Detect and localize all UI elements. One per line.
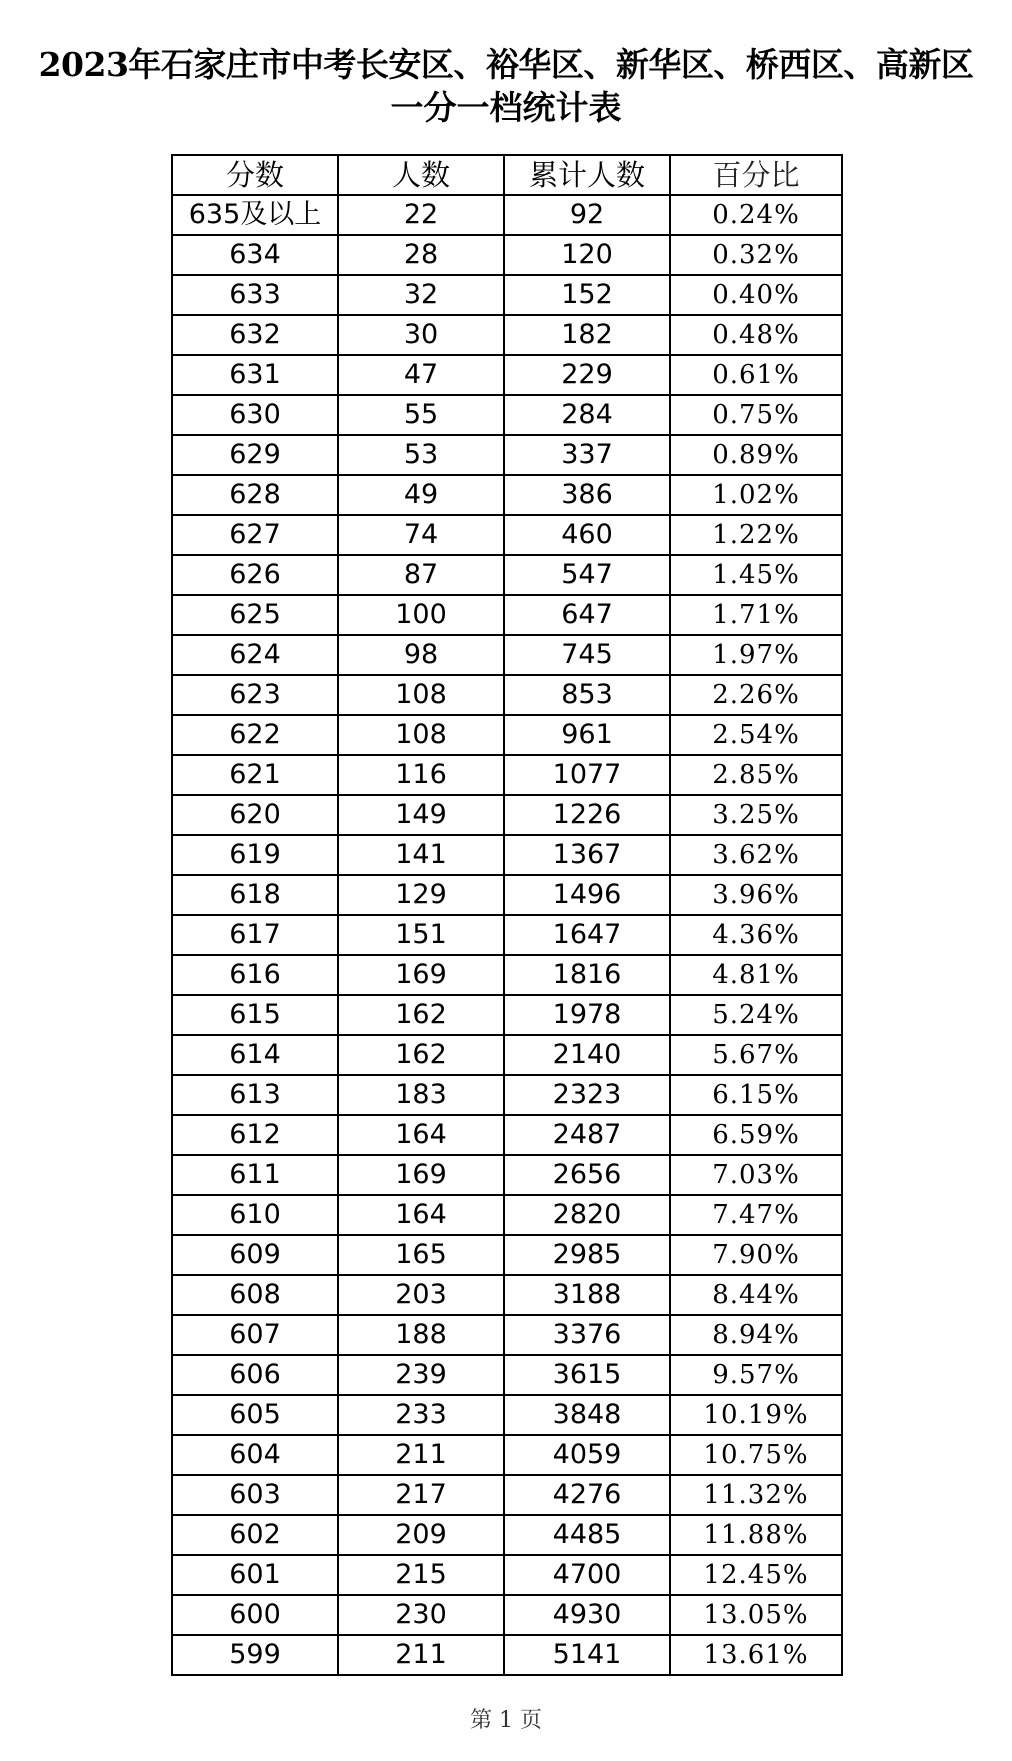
- count-cell: 162: [338, 1035, 504, 1075]
- percentage-cell: 1.97%: [670, 635, 842, 675]
- table-row: [172, 715, 842, 755]
- cumulative-count-cell: 745: [504, 635, 670, 675]
- score-cell: 616: [172, 955, 338, 995]
- table-row: [172, 1515, 842, 1555]
- percentage-cell: 6.59%: [670, 1115, 842, 1155]
- score-cell: 626: [172, 555, 338, 595]
- table-row: [172, 195, 842, 235]
- count-cell: 149: [338, 795, 504, 835]
- table-row: [172, 675, 842, 715]
- cumulative-count-cell: 1647: [504, 915, 670, 955]
- score-cell: 629: [172, 435, 338, 475]
- percentage-cell: 4.36%: [670, 915, 842, 955]
- cumulative-count-cell: 92: [504, 195, 670, 235]
- percentage-cell: 0.40%: [670, 275, 842, 315]
- table-row: [172, 1035, 842, 1075]
- count-cell: 233: [338, 1395, 504, 1435]
- score-cell: 607: [172, 1315, 338, 1355]
- count-cell: 164: [338, 1115, 504, 1155]
- table-row: [172, 1395, 842, 1435]
- percentage-cell: 3.25%: [670, 795, 842, 835]
- count-cell: 169: [338, 955, 504, 995]
- header-cumulative-count: 累计人数: [504, 155, 670, 195]
- header-count: 人数: [338, 155, 504, 195]
- score-cell: 614: [172, 1035, 338, 1075]
- table-row: [172, 1475, 842, 1515]
- table-header-row: [172, 155, 842, 195]
- table-row: [172, 475, 842, 515]
- percentage-cell: 0.48%: [670, 315, 842, 355]
- count-cell: 98: [338, 635, 504, 675]
- document-title-line-1: 2023年石家庄市中考长安区、裕华区、新华区、桥西区、高新区: [38, 45, 974, 84]
- cumulative-count-cell: 647: [504, 595, 670, 635]
- cumulative-count-cell: 2323: [504, 1075, 670, 1115]
- count-cell: 188: [338, 1315, 504, 1355]
- cumulative-count-cell: 3848: [504, 1395, 670, 1435]
- percentage-cell: 1.22%: [670, 515, 842, 555]
- count-cell: 169: [338, 1155, 504, 1195]
- table-row: [172, 395, 842, 435]
- percentage-cell: 13.61%: [670, 1635, 842, 1675]
- count-cell: 141: [338, 835, 504, 875]
- cumulative-count-cell: 3188: [504, 1275, 670, 1315]
- percentage-cell: 0.89%: [670, 435, 842, 475]
- score-cell: 620: [172, 795, 338, 835]
- cumulative-count-cell: 152: [504, 275, 670, 315]
- table-row: [172, 355, 842, 395]
- table-row: [172, 555, 842, 595]
- table-row: [172, 315, 842, 355]
- percentage-cell: 10.75%: [670, 1435, 842, 1475]
- count-cell: 49: [338, 475, 504, 515]
- count-cell: 87: [338, 555, 504, 595]
- count-cell: 30: [338, 315, 504, 355]
- score-cell: 608: [172, 1275, 338, 1315]
- cumulative-count-cell: 3615: [504, 1355, 670, 1395]
- score-cell: 634: [172, 235, 338, 275]
- cumulative-count-cell: 2820: [504, 1195, 670, 1235]
- score-cell: 618: [172, 875, 338, 915]
- score-cell: 630: [172, 395, 338, 435]
- score-cell: 605: [172, 1395, 338, 1435]
- score-cell: 635及以上: [172, 195, 338, 235]
- table-row: [172, 275, 842, 315]
- score-cell: 625: [172, 595, 338, 635]
- percentage-cell: 11.88%: [670, 1515, 842, 1555]
- count-cell: 47: [338, 355, 504, 395]
- count-cell: 108: [338, 675, 504, 715]
- cumulative-count-cell: 120: [504, 235, 670, 275]
- score-cell: 604: [172, 1435, 338, 1475]
- score-cell: 632: [172, 315, 338, 355]
- percentage-cell: 2.85%: [670, 755, 842, 795]
- cumulative-count-cell: 1367: [504, 835, 670, 875]
- count-cell: 217: [338, 1475, 504, 1515]
- cumulative-count-cell: 2487: [504, 1115, 670, 1155]
- score-cell: 623: [172, 675, 338, 715]
- header-score: 分数: [172, 155, 338, 195]
- count-cell: 230: [338, 1595, 504, 1635]
- cumulative-count-cell: 1226: [504, 795, 670, 835]
- table-row: [172, 595, 842, 635]
- cumulative-count-cell: 2985: [504, 1235, 670, 1275]
- count-cell: 22: [338, 195, 504, 235]
- score-cell: 599: [172, 1635, 338, 1675]
- percentage-cell: 11.32%: [670, 1475, 842, 1515]
- table-row: [172, 835, 842, 875]
- percentage-cell: 2.26%: [670, 675, 842, 715]
- table-row: [172, 635, 842, 675]
- cumulative-count-cell: 4930: [504, 1595, 670, 1635]
- count-cell: 129: [338, 875, 504, 915]
- cumulative-count-cell: 386: [504, 475, 670, 515]
- percentage-cell: 1.02%: [670, 475, 842, 515]
- cumulative-count-cell: 460: [504, 515, 670, 555]
- table-row: [172, 1115, 842, 1155]
- table-row: [172, 235, 842, 275]
- score-cell: 621: [172, 755, 338, 795]
- percentage-cell: 12.45%: [670, 1555, 842, 1595]
- count-cell: 74: [338, 515, 504, 555]
- count-cell: 215: [338, 1555, 504, 1595]
- count-cell: 28: [338, 235, 504, 275]
- percentage-cell: 5.67%: [670, 1035, 842, 1075]
- table-row: [172, 1275, 842, 1315]
- score-distribution-table: [171, 154, 843, 1676]
- score-cell: 631: [172, 355, 338, 395]
- score-cell: 613: [172, 1075, 338, 1115]
- table-row: [172, 1075, 842, 1115]
- cumulative-count-cell: 1816: [504, 955, 670, 995]
- cumulative-count-cell: 284: [504, 395, 670, 435]
- percentage-cell: 0.32%: [670, 235, 842, 275]
- table-row: [172, 1235, 842, 1275]
- cumulative-count-cell: 853: [504, 675, 670, 715]
- count-cell: 211: [338, 1435, 504, 1475]
- count-cell: 165: [338, 1235, 504, 1275]
- score-cell: 609: [172, 1235, 338, 1275]
- cumulative-count-cell: 4276: [504, 1475, 670, 1515]
- score-cell: 612: [172, 1115, 338, 1155]
- score-cell: 628: [172, 475, 338, 515]
- percentage-cell: 0.24%: [670, 195, 842, 235]
- score-cell: 600: [172, 1595, 338, 1635]
- percentage-cell: 7.03%: [670, 1155, 842, 1195]
- count-cell: 151: [338, 915, 504, 955]
- count-cell: 55: [338, 395, 504, 435]
- score-cell: 610: [172, 1195, 338, 1235]
- count-cell: 239: [338, 1355, 504, 1395]
- percentage-cell: 0.75%: [670, 395, 842, 435]
- score-cell: 624: [172, 635, 338, 675]
- table-body: [172, 195, 842, 1675]
- cumulative-count-cell: 4059: [504, 1435, 670, 1475]
- score-cell: 606: [172, 1355, 338, 1395]
- count-cell: 211: [338, 1635, 504, 1675]
- document-title-line-2: 一分一档统计表: [390, 88, 622, 127]
- cumulative-count-cell: 1077: [504, 755, 670, 795]
- count-cell: 116: [338, 755, 504, 795]
- page-number-footer: 第 1 页: [470, 1708, 542, 1733]
- cumulative-count-cell: 1978: [504, 995, 670, 1035]
- percentage-cell: 9.57%: [670, 1355, 842, 1395]
- table-row: [172, 875, 842, 915]
- table-row: [172, 1195, 842, 1235]
- table-row: [172, 1595, 842, 1635]
- percentage-cell: 10.19%: [670, 1395, 842, 1435]
- percentage-cell: 6.15%: [670, 1075, 842, 1115]
- percentage-cell: 2.54%: [670, 715, 842, 755]
- cumulative-count-cell: 337: [504, 435, 670, 475]
- percentage-cell: 8.94%: [670, 1315, 842, 1355]
- cumulative-count-cell: 1496: [504, 875, 670, 915]
- table-row: [172, 755, 842, 795]
- count-cell: 183: [338, 1075, 504, 1115]
- table-row: [172, 915, 842, 955]
- score-cell: 602: [172, 1515, 338, 1555]
- percentage-cell: 8.44%: [670, 1275, 842, 1315]
- table-row: [172, 1635, 842, 1675]
- count-cell: 32: [338, 275, 504, 315]
- count-cell: 108: [338, 715, 504, 755]
- cumulative-count-cell: 2656: [504, 1155, 670, 1195]
- percentage-cell: 1.71%: [670, 595, 842, 635]
- percentage-cell: 13.05%: [670, 1595, 842, 1635]
- cumulative-count-cell: 961: [504, 715, 670, 755]
- table-row: [172, 795, 842, 835]
- count-cell: 162: [338, 995, 504, 1035]
- cumulative-count-cell: 229: [504, 355, 670, 395]
- table-row: [172, 515, 842, 555]
- table-row: [172, 1355, 842, 1395]
- percentage-cell: 3.96%: [670, 875, 842, 915]
- cumulative-count-cell: 4485: [504, 1515, 670, 1555]
- score-cell: 611: [172, 1155, 338, 1195]
- percentage-cell: 4.81%: [670, 955, 842, 995]
- cumulative-count-cell: 5141: [504, 1635, 670, 1675]
- cumulative-count-cell: 4700: [504, 1555, 670, 1595]
- header-percentage: 百分比: [670, 155, 842, 195]
- score-cell: 622: [172, 715, 338, 755]
- score-cell: 633: [172, 275, 338, 315]
- table-row: [172, 955, 842, 995]
- score-cell: 603: [172, 1475, 338, 1515]
- count-cell: 209: [338, 1515, 504, 1555]
- table-row: [172, 435, 842, 475]
- count-cell: 203: [338, 1275, 504, 1315]
- score-cell: 627: [172, 515, 338, 555]
- percentage-cell: 1.45%: [670, 555, 842, 595]
- percentage-cell: 5.24%: [670, 995, 842, 1035]
- table-row: [172, 1435, 842, 1475]
- score-cell: 615: [172, 995, 338, 1035]
- cumulative-count-cell: 2140: [504, 1035, 670, 1075]
- table-row: [172, 995, 842, 1035]
- cumulative-count-cell: 547: [504, 555, 670, 595]
- count-cell: 100: [338, 595, 504, 635]
- count-cell: 53: [338, 435, 504, 475]
- score-cell: 601: [172, 1555, 338, 1595]
- percentage-cell: 0.61%: [670, 355, 842, 395]
- table-row: [172, 1155, 842, 1195]
- table-row: [172, 1555, 842, 1595]
- table-row: [172, 1315, 842, 1355]
- percentage-cell: 7.90%: [670, 1235, 842, 1275]
- score-cell: 619: [172, 835, 338, 875]
- cumulative-count-cell: 3376: [504, 1315, 670, 1355]
- cumulative-count-cell: 182: [504, 315, 670, 355]
- percentage-cell: 3.62%: [670, 835, 842, 875]
- score-cell: 617: [172, 915, 338, 955]
- percentage-cell: 7.47%: [670, 1195, 842, 1235]
- count-cell: 164: [338, 1195, 504, 1235]
